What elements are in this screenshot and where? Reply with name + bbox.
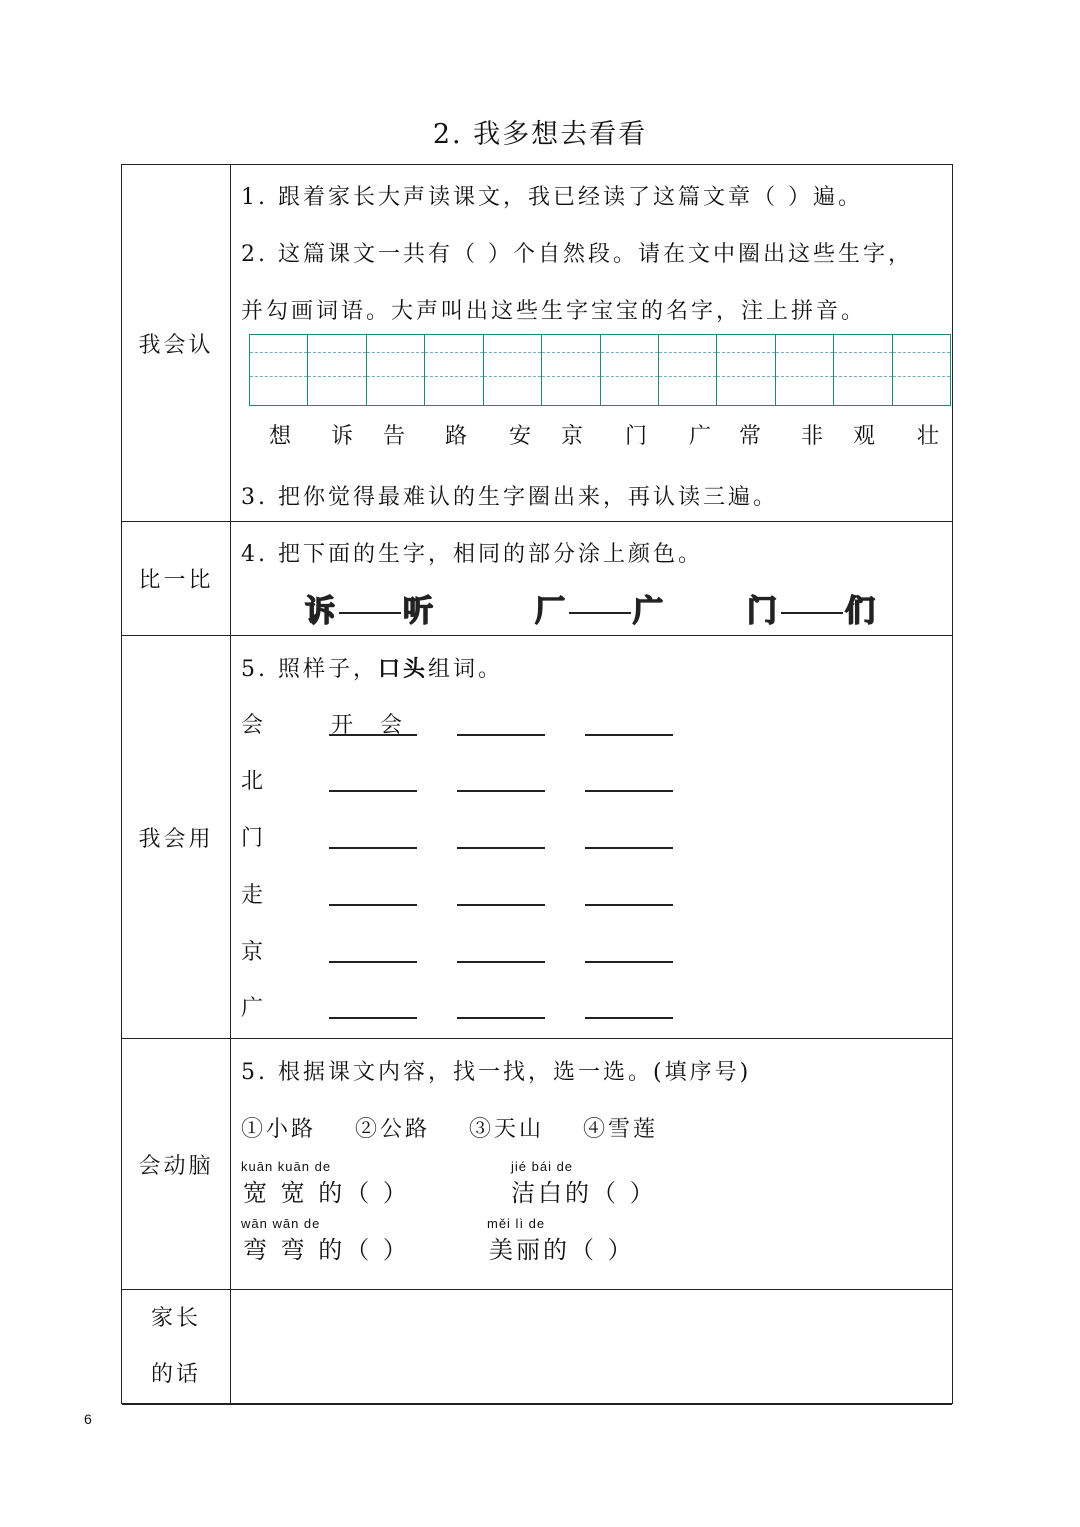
question-text: 组词。 — [428, 657, 504, 682]
word-char: 门 — [241, 826, 267, 851]
page-title: 2. 我多想去看看 — [432, 119, 648, 150]
row-parent — [122, 1290, 952, 1405]
answer-blank[interactable] — [329, 764, 417, 792]
answer-blank[interactable] — [329, 821, 417, 849]
pinyin-cell[interactable] — [367, 335, 425, 405]
character: 观 — [853, 424, 876, 449]
answer-blank[interactable] — [585, 878, 673, 906]
question-2a: 2. 这篇课文一共有（ ）个自然段。请在文中圈出这些生字， — [241, 242, 913, 267]
answer-blank[interactable] — [329, 935, 417, 963]
pinyin-cell[interactable] — [542, 335, 600, 405]
dash-line — [781, 612, 843, 614]
question-bold-text: 口头 — [377, 657, 428, 682]
answer-blank[interactable] — [329, 991, 417, 1019]
row-use — [122, 636, 952, 1039]
word-char: 会 — [241, 713, 267, 738]
answer-blank[interactable] — [329, 878, 417, 906]
question-text: 5. 照样子， — [241, 657, 378, 682]
compare-pair-1[interactable] — [305, 586, 435, 630]
pinyin-grid[interactable] — [249, 334, 951, 406]
character: 告 — [383, 424, 406, 449]
pinyin-cell[interactable] — [484, 335, 542, 405]
dash-line — [339, 612, 401, 614]
question-4: 4. 把下面的生字，相同的部分涂上颜色。 — [241, 542, 703, 567]
fill-item[interactable]: 弯 弯 的（ ） — [243, 1236, 410, 1264]
pinyin: wān wān de — [241, 1216, 321, 1231]
word-char: 京 — [241, 940, 267, 965]
character: 诉 — [331, 424, 354, 449]
outline-character[interactable]: 诉 — [305, 594, 337, 629]
row-brain — [122, 1039, 952, 1290]
fill-item[interactable]: 美丽的（ ） — [489, 1236, 635, 1264]
word-char: 走 — [241, 883, 267, 908]
question-1: 1. 跟着家长大声读课文，我已经读了这篇文章（ ）遍。 — [241, 185, 863, 210]
character: 京 — [561, 424, 584, 449]
pinyin-cell[interactable] — [250, 335, 308, 405]
pinyin-cell[interactable] — [308, 335, 366, 405]
pinyin-cell[interactable] — [893, 335, 950, 405]
answer-blank[interactable] — [457, 821, 545, 849]
compare-pair-3[interactable] — [747, 586, 877, 630]
label-line: 的话 — [150, 1362, 201, 1387]
answer-blank[interactable] — [457, 708, 545, 736]
worksheet-table — [84, 164, 953, 1427]
question-5 — [241, 652, 503, 683]
outline-character[interactable]: 们 — [845, 594, 877, 629]
option: ①小路 — [241, 1117, 317, 1142]
pinyin-cell[interactable] — [425, 335, 483, 405]
answer-blank[interactable] — [585, 764, 673, 792]
pinyin-cell[interactable] — [717, 335, 775, 405]
compare-pair-2[interactable] — [535, 586, 665, 630]
outline-character[interactable]: 门 — [747, 594, 779, 629]
outline-character[interactable]: 广 — [633, 594, 665, 629]
pinyin-cell[interactable] — [776, 335, 834, 405]
page-number: 6 — [84, 1411, 92, 1427]
outline-character[interactable]: 厂 — [535, 594, 567, 629]
option: ④雪莲 — [583, 1117, 659, 1142]
fill-item[interactable]: 洁白的（ ） — [511, 1179, 657, 1207]
question-2b: 并勾画词语。大声叫出这些生字宝宝的名字，注上拼音。 — [241, 299, 867, 324]
answer-blank[interactable] — [457, 991, 545, 1019]
answer-blank[interactable] — [457, 764, 545, 792]
row-label: 我会用 — [122, 636, 231, 1038]
example-answer: 开 会 — [329, 708, 417, 736]
row-label: 我会认 — [122, 165, 231, 521]
row-recognize — [122, 165, 952, 522]
character-list — [249, 419, 951, 451]
pinyin-cell[interactable] — [834, 335, 892, 405]
answer-blank[interactable] — [585, 935, 673, 963]
pinyin: jié bái de — [511, 1159, 574, 1174]
character: 门 — [625, 424, 648, 449]
answer-blank[interactable] — [457, 878, 545, 906]
row-label: 会动脑 — [122, 1039, 231, 1289]
fill-item[interactable]: 宽 宽 的（ ） — [243, 1179, 410, 1207]
character: 壮 — [917, 424, 940, 449]
label-line: 家长 — [150, 1306, 201, 1331]
question-3: 3. 把你觉得最难认的生字圈出来，再认读三遍。 — [241, 485, 778, 510]
character: 常 — [739, 424, 762, 449]
pinyin-cell[interactable] — [659, 335, 717, 405]
option: ②公路 — [355, 1117, 431, 1142]
parent-comment-area[interactable] — [231, 1290, 952, 1404]
dash-line — [569, 612, 631, 614]
row-compare — [122, 522, 952, 636]
outline-character[interactable]: 听 — [403, 594, 435, 629]
pinyin-cell[interactable] — [601, 335, 659, 405]
question-5-brain: 5. 根据课文内容，找一找，选一选。(填序号) — [241, 1060, 752, 1085]
character: 非 — [801, 424, 824, 449]
answer-blank[interactable] — [585, 708, 673, 736]
pinyin: kuān kuān de — [241, 1159, 332, 1174]
answer-blank[interactable] — [457, 935, 545, 963]
word-char: 广 — [241, 996, 267, 1021]
row-label: 比一比 — [122, 522, 231, 635]
answer-blank[interactable] — [585, 821, 673, 849]
pinyin: měi lì de — [487, 1216, 546, 1231]
character: 安 — [509, 424, 532, 449]
character: 想 — [269, 424, 292, 449]
row-label — [122, 1290, 231, 1404]
word-char: 北 — [241, 769, 267, 794]
option: ③天山 — [469, 1117, 545, 1142]
character: 路 — [445, 424, 468, 449]
character: 广 — [689, 424, 712, 449]
answer-blank[interactable] — [585, 991, 673, 1019]
